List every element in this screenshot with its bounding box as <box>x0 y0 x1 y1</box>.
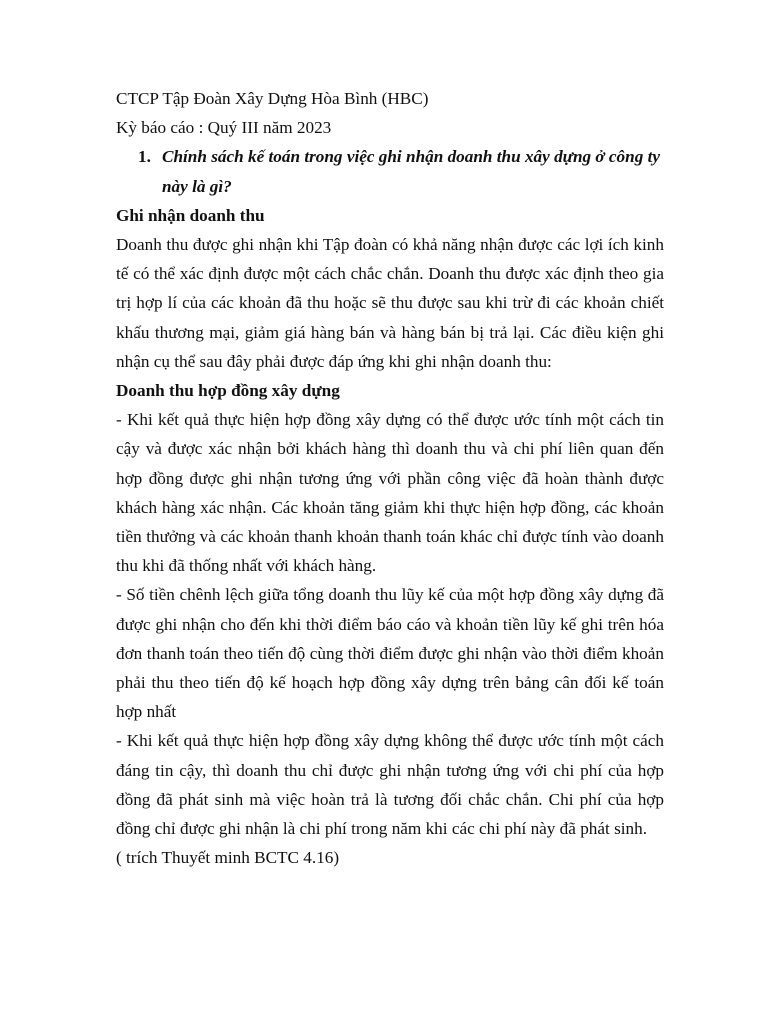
bullet-paragraph-1: - Khi kết quả thực hiện hợp đồng xây dựng có thể được ước tính một cách tin cậy và được xác nhận bởi khách hàng thì doanh thu và chi phí liên quan đến hợp đồng được ghi nhận tương ứng với phần công việc đã hoàn thành được khách hàng xác nhận. Các khoản tăng giảm khi thực hiện hợp đồng, các khoản tiền thưởng và các khoản thanh khoản thanh toán khác chỉ được tính vào doanh thu khi đã thống nhất với khách hàng. <box>116 410 664 576</box>
section-heading-construction-revenue: Doanh thu hợp đồng xây dựng <box>116 381 340 401</box>
revenue-recognition-paragraph: Doanh thu được ghi nhận khi Tập đoàn có khả năng nhận được các lợi ích kinh tế có thể xác định được một cách chắc chắn. Doanh thu được xác định theo gia trị hợp lí của các khoản đã thu hoặc sẽ thu được sau khi trừ đi các khoản chiết khấu thương mại, giảm giá hàng bán và hàng bán bị trả lại. Các điều kiện ghi nhận cụ thể sau đây phải được đáp ứng khi ghi nhận doanh thu: <box>116 235 664 371</box>
question-number: 1. <box>138 147 151 167</box>
citation-note: ( trích Thuyết minh BCTC 4.16) <box>116 848 340 868</box>
company-title: CTCP Tập Đoàn Xây Dựng Hòa Bình (HBC) <box>116 89 429 108</box>
bullet-paragraph-3: - Khi kết quả thực hiện hợp đồng xây dựng không thể được ước tính một cách đáng tin cậy, thì doanh thu chỉ được ghi nhận tương ứng với chi phí của hợp đồng đã phát sinh mà việc hoàn trả là tương đối chắc chắn. Chi phí của hợp đồng chỉ được ghi nhận là chi phí trong năm khi các chi phí này đã phát sinh. <box>116 731 664 839</box>
section-heading-revenue-recognition: Ghi nhận doanh thu <box>116 205 265 225</box>
report-period: Kỳ báo cáo : Quý III năm 2023 <box>116 118 332 138</box>
document-body <box>116 84 664 872</box>
question-item <box>116 142 664 200</box>
bullet-paragraph-2: - Số tiền chênh lệch giữa tổng doanh thu lũy kế của một hợp đồng xây dựng đã được ghi nhận cho đến khi thời điểm báo cáo và khoản tiền lũy kế ghi trên hóa đơn thanh toán theo tiến độ cùng thời điểm được ghi nhận vào thời điểm khoản phải thu theo tiến độ kế hoạch hợp đồng xây dựng trên bảng cân đối kế toán hợp nhất <box>116 585 664 722</box>
question-text: Chính sách kế toán trong việc ghi nhận doanh thu xây dựng ở công ty này là gì? <box>162 147 661 196</box>
